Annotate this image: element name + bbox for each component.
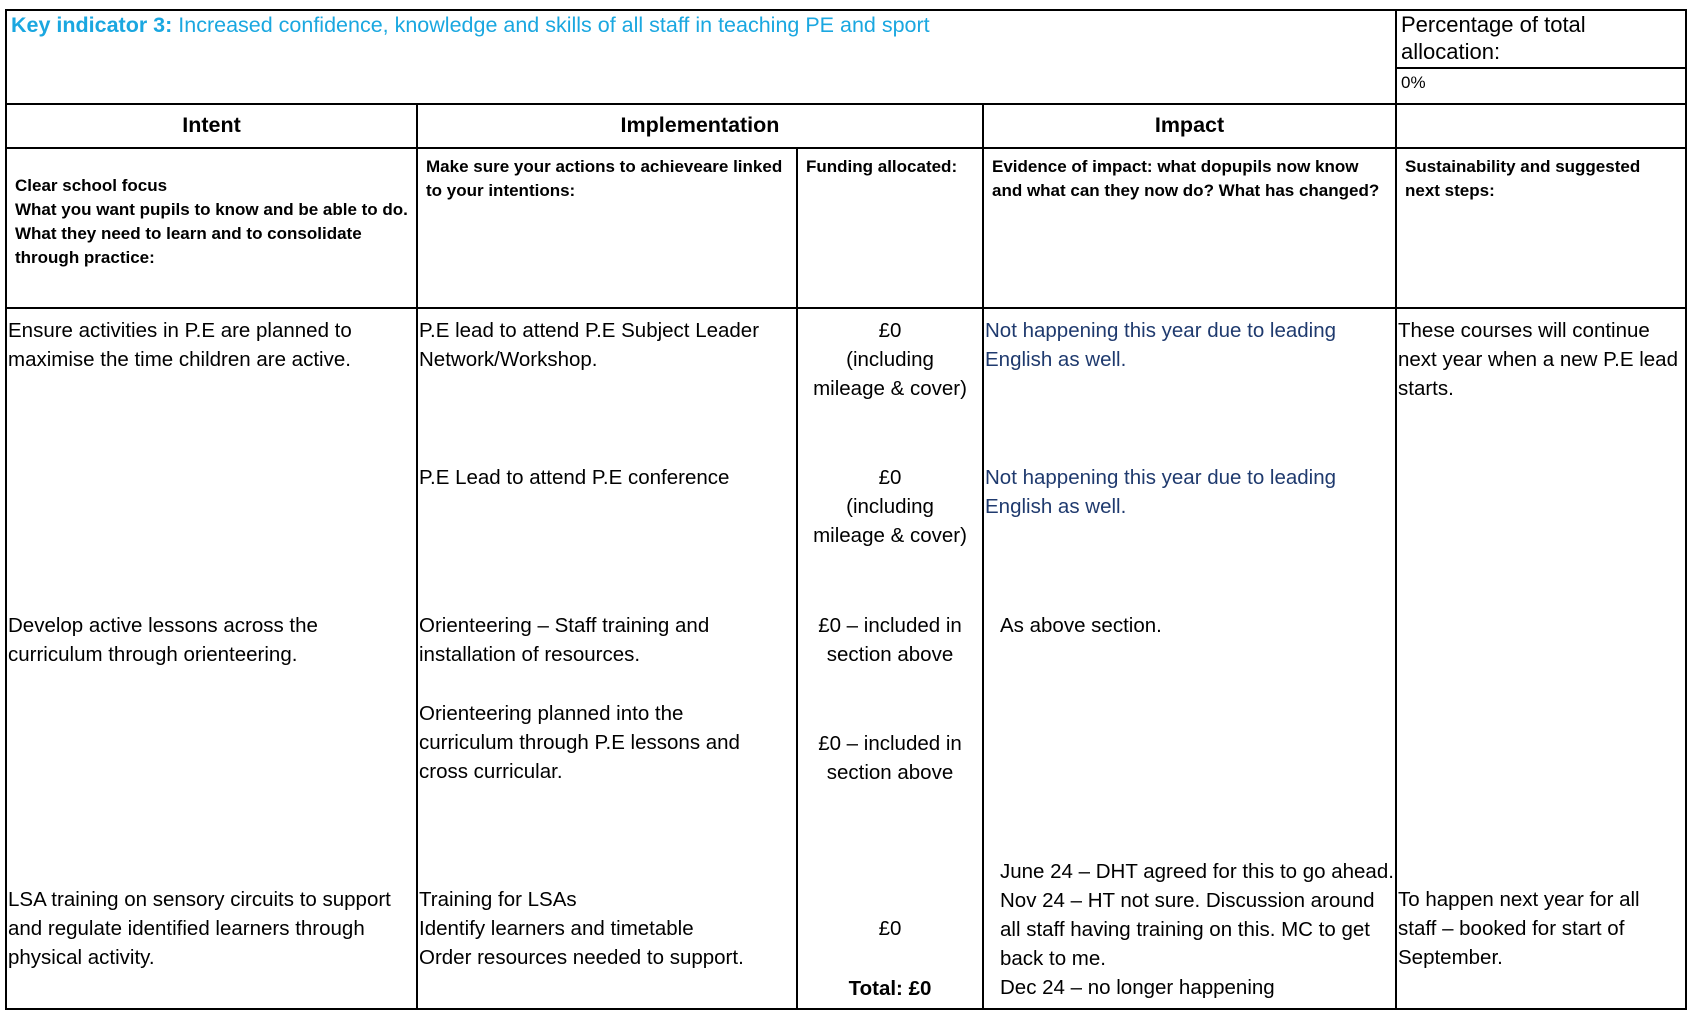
blank-header: [1395, 103, 1687, 149]
key-indicator-title: [5, 9, 1397, 105]
action-5: Training for LSAs Identify learners and timetable Order resources needed to support.: [419, 888, 744, 969]
funding-column: [796, 307, 984, 1010]
actions-subheader: Make sure your actions to achieveare linked to your intentions:: [416, 147, 798, 309]
intent-3: Develop active lessons across the curriculum through orienteering.: [8, 614, 318, 666]
funding-2: £0 (including mileage & cover): [813, 466, 967, 547]
action-2: P.E Lead to attend P.E conference: [419, 466, 730, 489]
action-4: Orienteering planned into the curriculum through P.E lessons and cross curricular.: [419, 702, 740, 783]
funding-total: Total: £0: [848, 977, 932, 1000]
allocation-value: 0%: [1401, 73, 1426, 92]
funding-1: £0 (including mileage & cover): [813, 319, 967, 400]
next-steps-column: [1395, 307, 1687, 1010]
implementation-header: Implementation: [416, 103, 984, 149]
action-1: P.E lead to attend P.E Subject Leader Network/Workshop.: [419, 319, 760, 371]
next-steps-5: To happen next year for all staff – booked for start of September.: [1398, 888, 1640, 969]
intent-header: Intent: [5, 103, 418, 149]
allocation-value-cell: [1395, 67, 1687, 105]
allocation-label-cell: [1395, 9, 1687, 69]
intent-5: LSA training on sensory circuits to support and regulate identified learners through physical activity.: [8, 888, 391, 969]
action-3: Orienteering – Staff training and installation of resources.: [419, 614, 710, 666]
key-indicator-text: Increased confidence, knowledge and skills of all staff in teaching PE and sport: [172, 13, 930, 37]
evidence-subheader: Evidence of impact: what dopupils now know and what can they now do? What has changed?: [982, 147, 1397, 309]
allocation-label: Percentage of total allocation:: [1401, 12, 1586, 64]
intent-1: Ensure activities in P.E are planned to maximise the time children are active.: [8, 319, 352, 371]
funding-3: £0 – included in section above: [818, 614, 962, 666]
sustainability-subheader: Sustainability and suggested next steps:: [1395, 147, 1687, 309]
impact-2: Not happening this year due to leading English as well.: [985, 466, 1337, 518]
impact-5: June 24 – DHT agreed for this to go ahead. Nov 24 – HT not sure. Discussion around all staff having training on this. MC to get back to me. Dec 24 – no longer happening: [1000, 860, 1394, 999]
next-steps-1: These courses will continue next year when a new P.E lead starts.: [1398, 319, 1678, 400]
funding-4: £0 – included in section above: [818, 732, 962, 784]
intent-subheader: Clear school focus What you want pupils to know and be able to do. What they need to learn and to consolidate through practice:: [5, 147, 418, 309]
impact-1: Not happening this year due to leading English as well.: [985, 319, 1337, 371]
impact-header: Impact: [982, 103, 1397, 149]
funding-subheader: Funding allocated:: [796, 147, 984, 309]
indicator-table: [5, 9, 1687, 1010]
impact-3: As above section.: [1000, 614, 1162, 637]
funding-5: £0: [878, 917, 902, 940]
impact-column: [982, 307, 1397, 1010]
key-indicator-label: Key indicator 3:: [11, 13, 173, 37]
intent-column: [5, 307, 418, 1010]
actions-column: [416, 307, 798, 1010]
